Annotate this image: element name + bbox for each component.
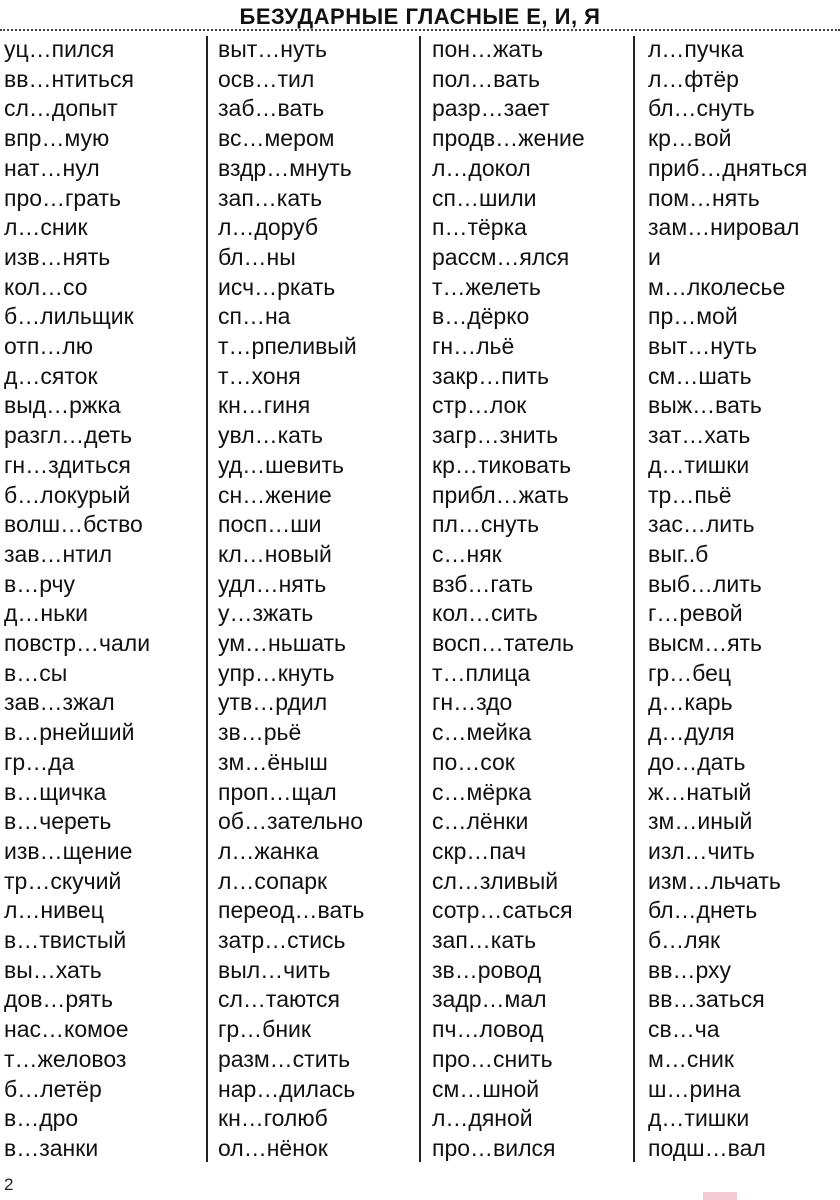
word-item: и xyxy=(648,243,661,270)
word-item: восп…татель xyxy=(432,630,574,656)
word-item: д…ньки xyxy=(4,600,89,627)
column-divider xyxy=(206,36,208,1162)
word-item: до…дать xyxy=(648,748,746,775)
word-item: выт…нуть xyxy=(218,36,328,62)
word-column-4 xyxy=(648,34,838,1164)
word-item: гр…бник xyxy=(218,1016,311,1043)
word-column-1 xyxy=(4,34,200,1164)
word-item: л…доруб xyxy=(218,214,319,241)
page-title: БЕЗУДАРНЫЕ ГЛАСНЫЕ Е, И, Я xyxy=(239,4,601,29)
word-item: зап…кать xyxy=(432,927,537,953)
word-item: отп…лю xyxy=(4,333,93,359)
word-item: ум…ньшать xyxy=(218,630,346,656)
word-item: д…тишки xyxy=(648,451,750,478)
word-item: пл…снуть xyxy=(432,511,540,538)
word-item: св…ча xyxy=(648,1016,720,1043)
word-item: ж…натый xyxy=(648,778,752,805)
word-item: вс…мером xyxy=(218,125,335,152)
word-item: бл…ны xyxy=(218,243,296,270)
word-item: п…тёрка xyxy=(432,214,527,241)
word-item: загр…знить xyxy=(432,422,559,449)
word-item: б…локурый xyxy=(4,481,131,508)
word-item: с…няк xyxy=(432,540,502,567)
word-item: закр…пить xyxy=(432,362,550,389)
word-item: приб…дняться xyxy=(648,154,808,181)
word-item: проп…щал xyxy=(218,778,337,805)
word-column-2 xyxy=(218,34,414,1164)
word-item: сл…таются xyxy=(218,986,340,1013)
word-item: м…лколесье xyxy=(648,273,786,300)
word-item: увл…кать xyxy=(218,422,323,449)
word-item: кр…тиковать xyxy=(432,451,572,478)
word-item: в…рнейший xyxy=(4,719,135,746)
word-item: пол…вать xyxy=(432,65,540,92)
word-item: про…вился xyxy=(432,1134,556,1161)
word-item: задр…мал xyxy=(432,986,547,1013)
word-item: д…сяток xyxy=(4,362,98,389)
word-item: см…шной xyxy=(432,1075,540,1102)
word-item: пр…мой xyxy=(648,303,738,330)
word-item: вв…заться xyxy=(648,986,765,1013)
word-item: упр…кнуть xyxy=(218,659,335,686)
word-item: у…зжать xyxy=(218,600,314,627)
word-item: разр…зает xyxy=(432,95,550,122)
word-item: выж…вать xyxy=(648,392,762,419)
word-item: изл…чить xyxy=(648,837,755,864)
word-item: стр…лок xyxy=(432,392,527,419)
word-item: зм…иный xyxy=(648,808,753,835)
word-item: вздр…мнуть xyxy=(218,154,352,181)
word-item: разгл…деть xyxy=(4,422,133,449)
word-item: кр…вой xyxy=(648,125,732,152)
word-item: заб…вать xyxy=(218,95,325,122)
word-item: разм…стить xyxy=(218,1045,351,1072)
word-item: л…сник xyxy=(4,214,88,241)
word-item: тр…скучий xyxy=(4,867,122,894)
word-item: изв…щение xyxy=(4,837,133,864)
word-item: зм…ёныш xyxy=(218,748,328,775)
word-item: зв…ровод xyxy=(432,956,542,983)
word-item: гн…здо xyxy=(432,689,513,716)
word-item: исч…ркать xyxy=(218,273,336,300)
word-item: зав…нтил xyxy=(4,540,113,567)
word-item: т…рпеливый xyxy=(218,333,357,359)
word-item: изм…льчать xyxy=(648,867,781,894)
word-item: кн…гиня xyxy=(218,392,311,419)
word-item: зат…хать xyxy=(648,422,751,449)
word-item: по…сок xyxy=(432,748,515,775)
word-item: ол…нёнок xyxy=(218,1134,328,1161)
corner-mark xyxy=(703,1192,737,1200)
page-number: 2 xyxy=(4,1175,14,1194)
word-item: выд…ржка xyxy=(4,392,121,419)
word-item: утв…рдил xyxy=(218,689,328,716)
word-item: уц…пился xyxy=(4,36,115,62)
word-item: сл…зливый xyxy=(432,867,559,894)
word-item: нас…комое xyxy=(4,1016,129,1043)
word-item: л…нивец xyxy=(4,897,104,924)
word-item: пом…нять xyxy=(648,184,760,211)
word-item: в…занки xyxy=(4,1134,99,1161)
word-item: б…ляк xyxy=(648,927,721,953)
word-item: зап…кать xyxy=(218,184,323,211)
word-item: выт…нуть xyxy=(648,333,758,359)
word-item: затр…стись xyxy=(218,927,346,953)
word-item: уд…шевить xyxy=(218,451,344,478)
word-item: кол…сить xyxy=(432,600,538,627)
word-item: с…мёрка xyxy=(432,778,532,805)
word-item: д…дуля xyxy=(648,719,735,746)
column-divider xyxy=(419,36,421,1162)
word-item: т…плица xyxy=(432,659,531,686)
word-item: пч…ловод xyxy=(432,1016,544,1043)
word-item: гн…льё xyxy=(432,333,515,359)
word-item: т…желовоз xyxy=(4,1045,127,1072)
word-item: волш…бство xyxy=(4,511,143,538)
word-item: изв…нять xyxy=(4,243,111,270)
word-item: подш…вал xyxy=(648,1134,766,1161)
word-item: кн…голюб xyxy=(218,1105,328,1132)
word-item: кл…новый xyxy=(218,540,332,567)
word-item: сн…жение xyxy=(218,481,332,508)
word-item: гр…бец xyxy=(648,659,732,686)
word-item: гн…здиться xyxy=(4,451,131,478)
word-item: в…череть xyxy=(4,808,112,835)
word-columns xyxy=(0,34,840,1164)
word-item: зам…нировал xyxy=(648,214,800,241)
word-item: пон…жать xyxy=(432,36,544,62)
word-item: тр…пьё xyxy=(648,481,732,508)
word-item: л…пучка xyxy=(648,36,744,62)
word-item: т…хоня xyxy=(218,362,301,389)
word-item: удл…нять xyxy=(218,570,327,597)
word-item: вв…нтиться xyxy=(4,65,134,92)
word-item: ш…рина xyxy=(648,1075,741,1102)
word-item: повстр…чали xyxy=(4,630,151,656)
word-item: сл…допыт xyxy=(4,95,118,122)
word-item: б…летёр xyxy=(4,1075,102,1102)
word-item: про…грать xyxy=(4,184,122,211)
word-item: вв…рху xyxy=(648,956,731,983)
word-item: сп…шили xyxy=(432,184,537,211)
column-divider xyxy=(633,36,635,1162)
word-item: вы…хать xyxy=(4,956,102,983)
word-item: в…дёрко xyxy=(432,303,530,330)
word-item: л…дяной xyxy=(432,1105,533,1132)
word-item: гр…да xyxy=(4,748,75,775)
word-item: выб…лить xyxy=(648,570,762,597)
word-item: бл…днеть xyxy=(648,897,758,924)
word-item: л…сопарк xyxy=(218,867,328,894)
word-item: зв…рьё xyxy=(218,719,302,746)
word-item: б…лильщик xyxy=(4,303,134,330)
word-item: зав…зжал xyxy=(4,689,115,716)
word-item: д…тишки xyxy=(648,1105,750,1132)
word-item: кол…со xyxy=(4,273,88,300)
word-item: л…жанка xyxy=(218,837,319,864)
word-item: сотр…саться xyxy=(432,897,573,924)
word-item: г…ревой xyxy=(648,600,743,627)
word-item: сп…на xyxy=(218,303,291,330)
word-item: посп…ши xyxy=(218,511,322,538)
word-item: нар…дилась xyxy=(218,1075,356,1102)
word-item: с…мейка xyxy=(432,719,532,746)
word-item: бл…снуть xyxy=(648,95,755,122)
word-item: высм…ять xyxy=(648,630,763,656)
word-item: выл…чить xyxy=(218,956,331,983)
title-bar xyxy=(0,0,840,32)
word-item: т…желеть xyxy=(432,273,541,300)
word-item: взб…гать xyxy=(432,570,534,597)
title-dotted-rule xyxy=(0,29,840,31)
word-item: дов…рять xyxy=(4,986,113,1013)
word-item: в…рчу xyxy=(4,570,75,597)
word-item: нат…нул xyxy=(4,154,100,181)
word-item: рассм…ялся xyxy=(432,243,570,270)
word-item: с…лёнки xyxy=(432,808,529,835)
word-item: зас…лить xyxy=(648,511,755,538)
word-item: прибл…жать xyxy=(432,481,569,508)
word-item: л…фтёр xyxy=(648,65,739,92)
word-item: в…щичка xyxy=(4,778,107,805)
word-item: скр…пач xyxy=(432,837,527,864)
word-item: продв…жение xyxy=(432,125,585,152)
word-item: об…зательно xyxy=(218,808,363,835)
word-item: впр…мую xyxy=(4,125,110,152)
word-item: осв…тил xyxy=(218,65,315,92)
word-item: д…карь xyxy=(648,689,733,716)
word-item: м…сник xyxy=(648,1045,734,1072)
word-item: переод…вать xyxy=(218,897,365,924)
word-item: выг..б xyxy=(648,540,709,567)
word-column-3 xyxy=(432,34,628,1164)
word-item: л…докол xyxy=(432,154,531,181)
word-item: про…снить xyxy=(432,1045,553,1072)
word-item: в…твистый xyxy=(4,927,127,953)
word-item: в…дро xyxy=(4,1105,79,1132)
word-item: см…шать xyxy=(648,362,752,389)
word-item: в…сы xyxy=(4,659,68,686)
